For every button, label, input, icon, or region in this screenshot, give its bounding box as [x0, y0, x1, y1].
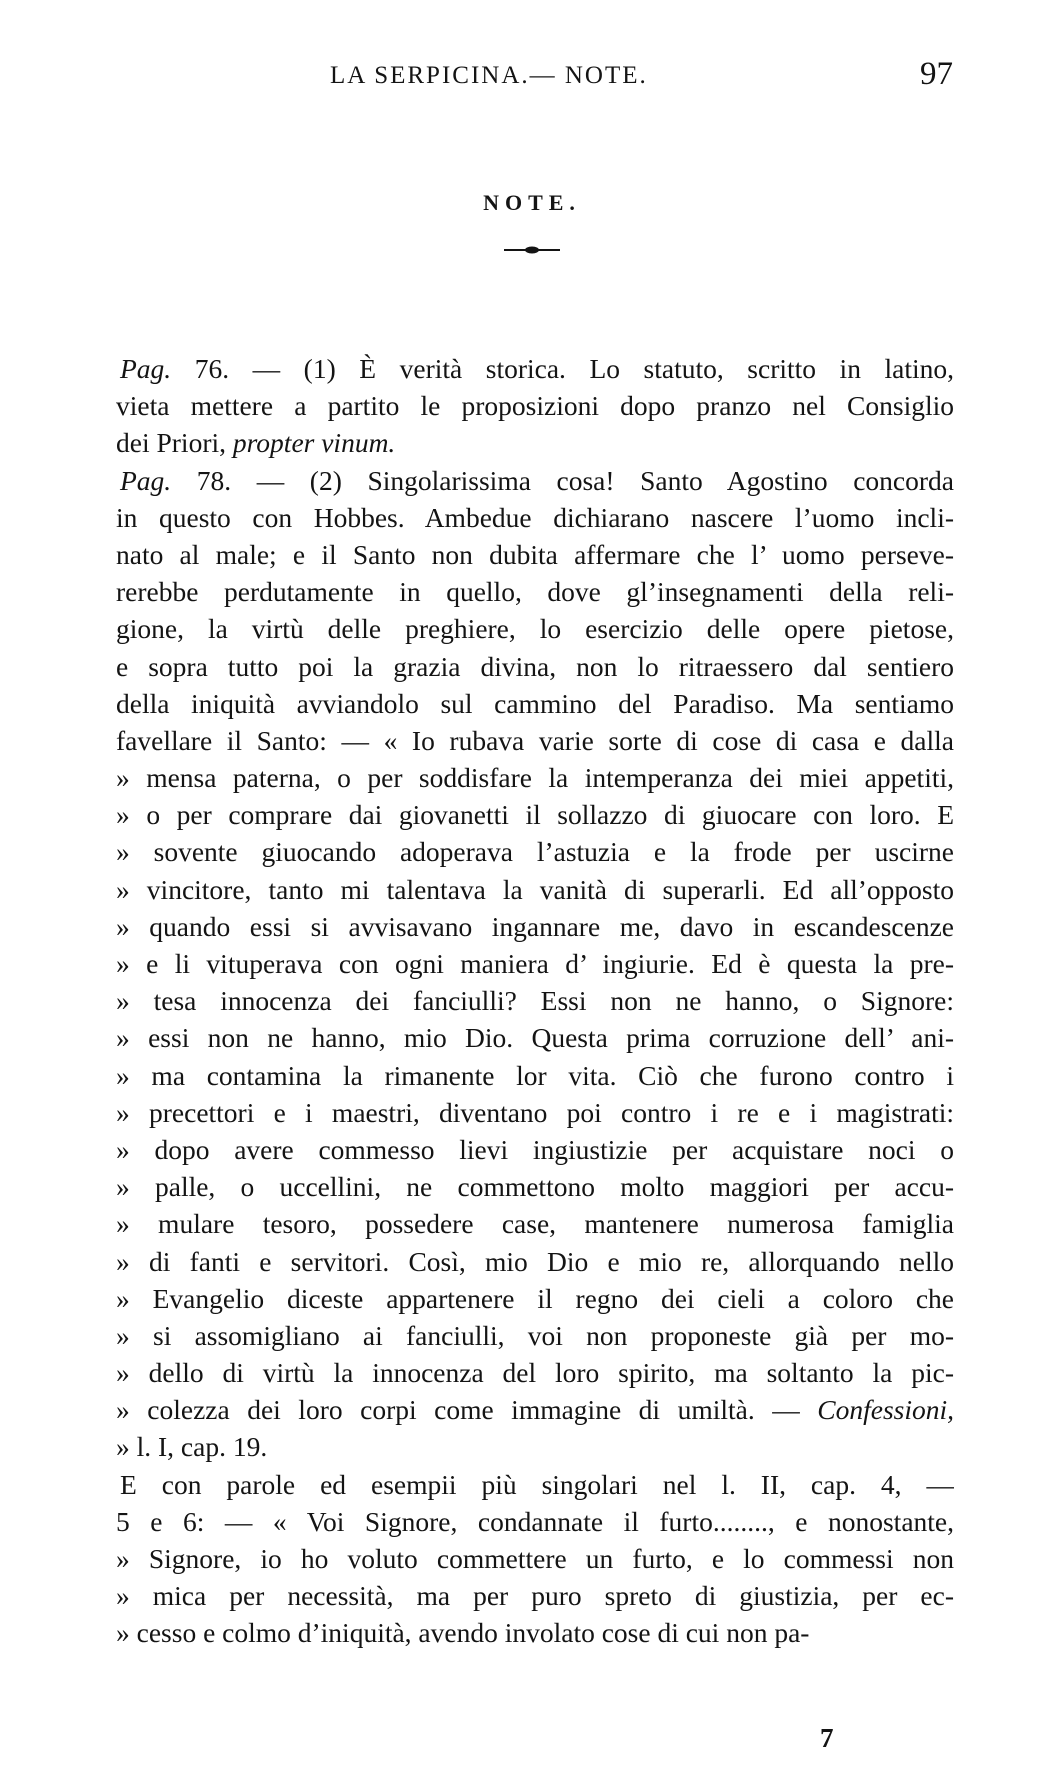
text-line [116, 722, 954, 759]
text-line [116, 1577, 954, 1614]
text-line [116, 350, 954, 387]
text-run: 76. — (1) È verità storica. Lo statuto, scritto in latino, [171, 353, 954, 384]
text-run: » Evangelio diceste appartenere il regno dei cieli a coloro che [116, 1282, 954, 1314]
text-line [116, 1354, 954, 1391]
text-run: » di fanti e servitori. Così, mio Dio e mio re, allorquando nello [116, 1245, 954, 1277]
text-line [116, 796, 954, 833]
italic-reference: Pag. [120, 353, 172, 384]
text-run: e sopra tutto poi la grazia divina, non lo ritraessero dal sentiero [116, 650, 954, 682]
text-line [116, 499, 954, 536]
text-run: gione, la virtù delle preghiere, lo esercizio delle opere pietose, [116, 613, 954, 645]
text-line [116, 1168, 954, 1205]
notes-body [116, 350, 954, 1652]
text-line [116, 1094, 954, 1131]
text-run: rerebbe perdutamente in quello, dove gl’insegnamenti della reli- [116, 576, 954, 608]
text-run: » mica per necessità, ma per puro spreto di giustizia, per ec- [116, 1580, 954, 1612]
text-line [116, 908, 954, 945]
text-line [116, 387, 954, 424]
text-line [116, 1057, 954, 1094]
text-line [116, 424, 954, 461]
text-run: 78. — (2) Singolarissima cosa! Santo Agostino concorda [171, 464, 954, 496]
text-run: » e li vituperava con ogni maniera d’ ingiurie. Ed è questa la pre- [116, 948, 954, 979]
text-run: » mensa paterna, o per soddisfare la intemperanza dei miei appetiti, [116, 762, 954, 794]
page-number: 97 [920, 56, 953, 92]
text-run: 5 e 6: — « Voi Signore, condannate il furto........, e nonostante, [116, 1505, 954, 1537]
text-run: » dopo avere commesso lievi ingiustizie per acquistare noci o [116, 1133, 954, 1165]
text-run: » vincitore, tanto mi talentava la vanità di superarli. Ed all’opposto [116, 873, 954, 905]
text-run: » mulare tesoro, possedere case, mantenere numerosa famiglia [116, 1208, 954, 1240]
italic-reference: Confessioni, [817, 1394, 954, 1426]
text-run: » cesso e colmo d’iniquità, avendo involato cose di cui non pa- [116, 1617, 810, 1649]
text-line [116, 1503, 954, 1540]
text-run: » si assomigliano ai fanciulli, voi non proponeste già per mo- [116, 1319, 954, 1351]
text-run: » tesa innocenza dei fanciulli? Essi non ne hanno, o Signore: [116, 985, 954, 1017]
italic-reference: Pag. [120, 464, 172, 496]
text-line [116, 1391, 954, 1428]
text-line [116, 610, 954, 647]
text-line [116, 982, 954, 1019]
text-line [116, 1205, 954, 1242]
text-run: » essi non ne hanno, mio Dio. Questa prima corruzione dell’ ani- [116, 1022, 954, 1054]
text-line [116, 1019, 954, 1056]
text-run: in questo con Hobbes. Ambedue dichiarano nascere l’uomo incli- [116, 501, 954, 533]
running-title: LA SERPICINA.— NOTE. [330, 62, 648, 89]
text-run: » Signore, io ho voluto commettere un furto, e lo commessi non [116, 1543, 954, 1574]
text-run: » precettori e i maestri, diventano poi contro i re e i magistrati: [116, 1096, 954, 1128]
italic-reference: propter vinum. [232, 427, 396, 459]
text-line [116, 1243, 954, 1280]
text-line [116, 759, 954, 796]
text-line [116, 871, 954, 908]
signature-mark: 7 [820, 1723, 834, 1753]
text-run: » colezza dei loro corpi come immagine di umiltà. — [116, 1394, 818, 1426]
text-line [116, 833, 954, 870]
section-title: NOTE. [483, 190, 581, 215]
text-line [116, 1280, 954, 1317]
text-line [116, 1428, 954, 1465]
text-run: » quando essi si avvisavano ingannare me, davo in escandescenze [116, 910, 954, 942]
text-run: » sovente giuocando adoperava l’astuzia e la frode per uscirne [116, 836, 954, 868]
text-line [116, 536, 954, 573]
text-run: vieta mettere a partito le proposizioni dopo pranzo nel Consiglio [116, 390, 954, 422]
text-line [116, 573, 954, 610]
text-line [116, 648, 954, 685]
text-run: » ma contamina la rimanente lor vita. Ciò che furono contro i [116, 1059, 954, 1091]
text-line [116, 945, 954, 982]
text-line [116, 1540, 954, 1577]
text-run: nato al male; e il Santo non dubita affermare che l’ uomo perseve- [116, 538, 954, 570]
text-run: della iniquità avviandolo sul cammino del Paradiso. Ma sentiamo [116, 687, 954, 719]
text-run: » l. I, cap. 19. [116, 1431, 268, 1463]
text-run: dei Priori, [116, 427, 233, 459]
text-line [116, 1131, 954, 1168]
text-run: » o per comprare dai giovanetti il sollazzo di giuocare con loro. E [116, 799, 954, 831]
text-line [116, 1466, 954, 1503]
text-line [116, 685, 954, 722]
text-run: E con parole ed esempii più singolari nel l. II, cap. 4, — [120, 1468, 954, 1500]
text-line [116, 462, 954, 499]
text-run: » palle, o uccellini, ne commettono molto maggiori per accu- [116, 1171, 954, 1203]
text-run: favellare il Santo: — « Io rubava varie sorte di cose di casa e dalla [116, 724, 954, 756]
dash-dot-rule-icon [502, 246, 562, 254]
text-line [116, 1614, 954, 1651]
text-run: » dello di virtù la innocenza del loro spirito, ma soltanto la pic- [116, 1357, 954, 1389]
text-line [116, 1317, 954, 1354]
